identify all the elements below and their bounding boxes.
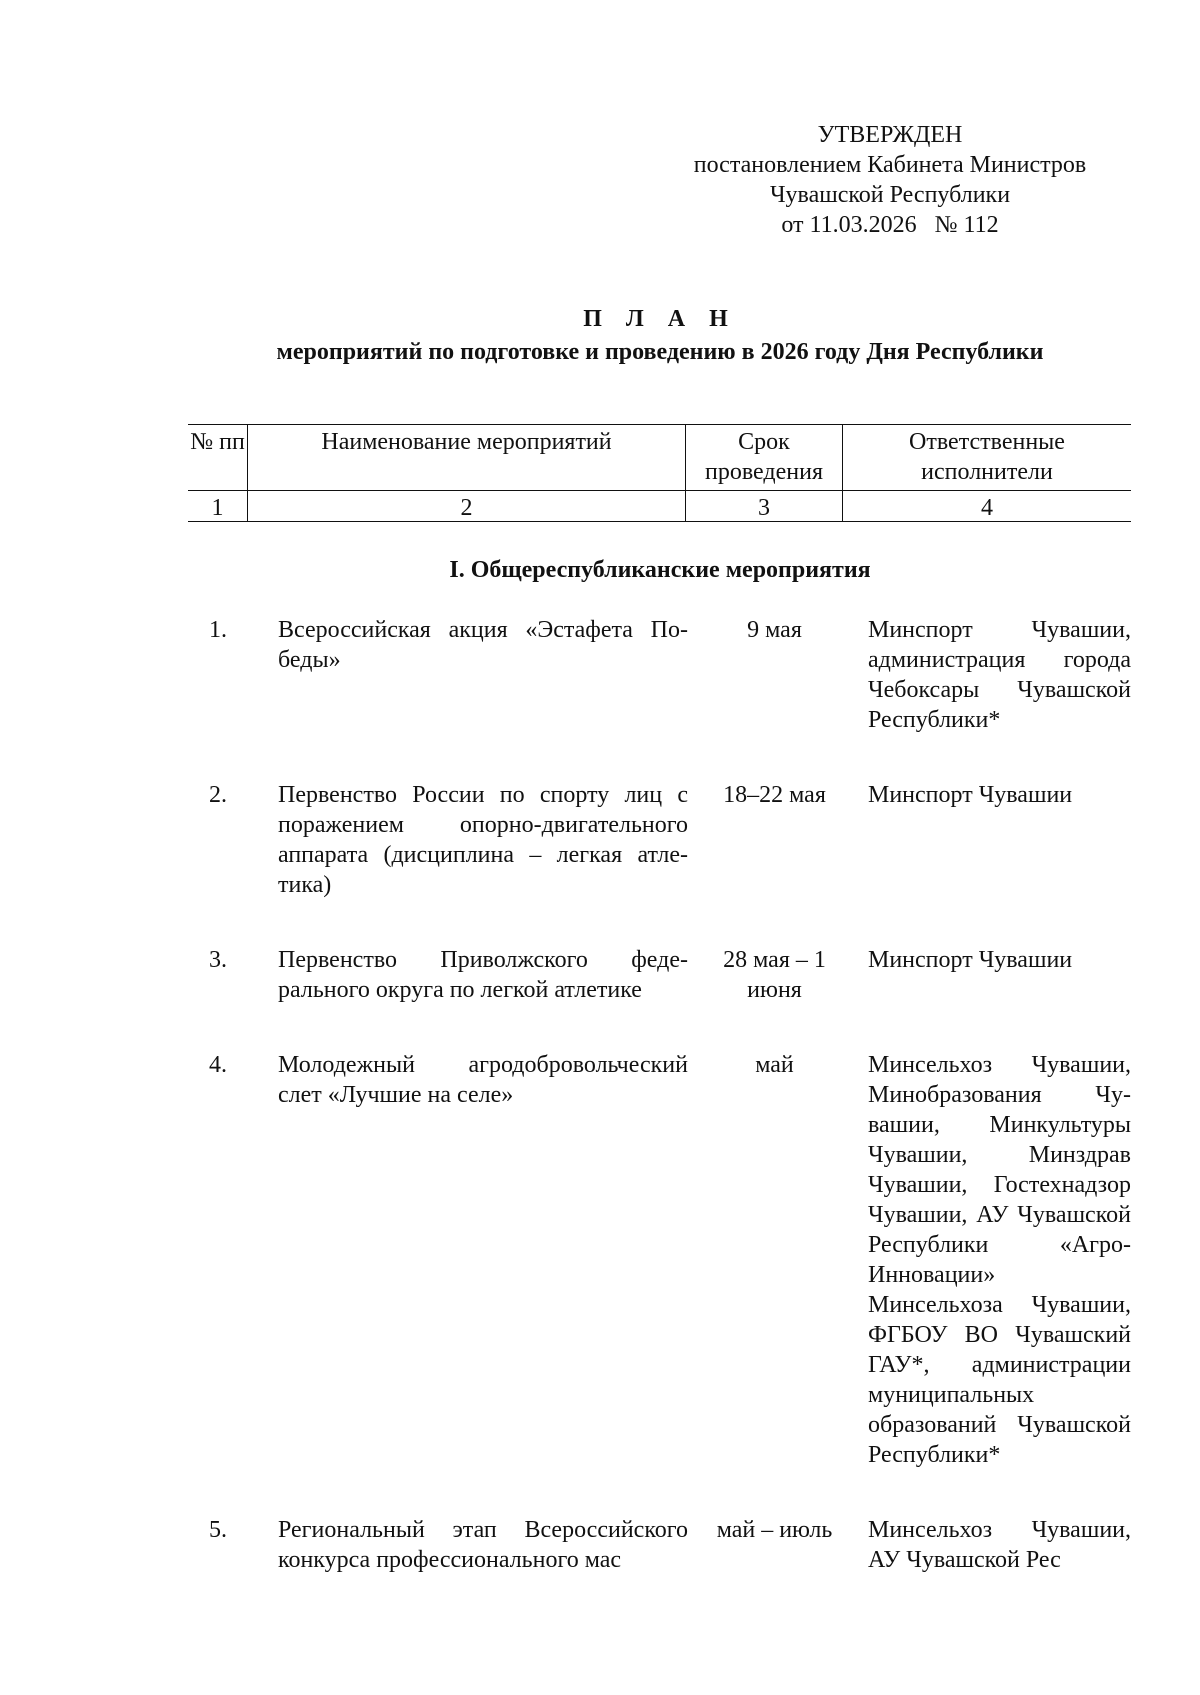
approval-stamp bbox=[680, 120, 1100, 240]
header-number: № пп bbox=[188, 425, 248, 490]
plan-heading: П Л А Н bbox=[583, 306, 737, 332]
row-number: 3. bbox=[209, 947, 227, 973]
row-responsible: Минспорт Чувашии bbox=[868, 782, 1073, 808]
row-responsible: Минсельхоз Чувашии, АУ Чувашской Рес bbox=[868, 1517, 1131, 1573]
row-event-name: Первенство Приволжского федерального округа по легкой атлетике bbox=[278, 947, 688, 1003]
section-title: I. Общереспубликанские мероприятия bbox=[449, 557, 871, 583]
document-title bbox=[190, 303, 1130, 369]
row-event-name: Молодежный агродобровольческий слет «Лучшие на селе» bbox=[278, 1052, 688, 1108]
row-event-name: Всероссийская акция «Эстафета Победы» bbox=[278, 617, 688, 673]
header-responsible: Ответственные исполнители bbox=[909, 429, 1065, 485]
column-number-2: 2 bbox=[248, 491, 686, 521]
header-date: Срок проведения bbox=[686, 425, 843, 490]
column-number-4: 4 bbox=[981, 495, 993, 521]
table-row bbox=[188, 945, 1131, 1005]
table-row bbox=[188, 1515, 1131, 1575]
table-column-numbers-row bbox=[188, 490, 1131, 521]
plan-subtitle: мероприятий по подготовке и проведению в 2026 году Дня Республики bbox=[276, 339, 1044, 365]
row-date: 18–22 мая bbox=[723, 782, 826, 808]
approval-heading: УТВЕРЖДЕН bbox=[817, 122, 963, 148]
row-number: 4. bbox=[209, 1052, 227, 1078]
table-row bbox=[188, 615, 1131, 735]
row-event-name: Первенство России по спорту лиц с поражением опорно-двигательного аппарата (дисциплина – легкая атлетика) bbox=[278, 782, 688, 898]
approval-date-number: от 11.03.2026 № 112 bbox=[781, 212, 999, 238]
row-date: май bbox=[755, 1052, 794, 1078]
row-date: 9 мая bbox=[747, 617, 802, 643]
table-header bbox=[188, 424, 1131, 522]
column-number-3: 3 bbox=[686, 491, 843, 521]
row-number: 2. bbox=[209, 782, 227, 808]
row-responsible: Минспорт Чувашии, администрация города Чебоксары Чувашской Республики* bbox=[868, 617, 1131, 733]
row-responsible: Минспорт Чувашии bbox=[868, 947, 1073, 973]
table-header-row bbox=[188, 425, 1131, 490]
row-number: 5. bbox=[209, 1517, 227, 1543]
events-table-body bbox=[188, 615, 1131, 1620]
approval-resolution: постановлением Кабинета Министров bbox=[693, 152, 1087, 178]
table-row bbox=[188, 780, 1131, 900]
row-responsible: Минсельхоз Чувашии, Минобразования Чувашии, Минкультуры Чувашии, Минздрав Чувашии, Гостехнадзор Чувашии, АУ Чувашской Республики «Агро-Инновации» Минсельхоза Чувашии, ФГБОУ ВО Чувашский ГАУ*, администрации муниципальных образований Чувашской Республики* bbox=[868, 1052, 1131, 1468]
column-number-1: 1 bbox=[188, 491, 248, 521]
approval-republic: Чувашской Республики bbox=[769, 182, 1011, 208]
row-date: май – июль bbox=[716, 1517, 833, 1543]
table-row bbox=[188, 1050, 1131, 1470]
row-date: 28 мая – 1 июня bbox=[723, 947, 826, 1003]
row-event-name: Региональный этап Всероссийского конкурса профессионального мас bbox=[278, 1517, 688, 1573]
header-event-name: Наименование мероприятий bbox=[248, 425, 686, 490]
row-number: 1. bbox=[209, 617, 227, 643]
